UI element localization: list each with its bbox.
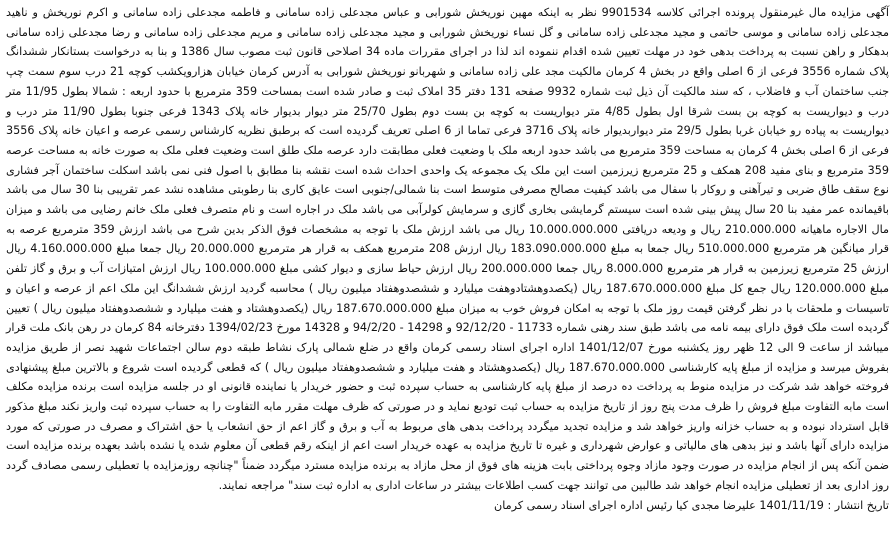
notice-body: آگهی مزایده مال غیرمنقول پرونده اجرائی کلاسه 9901534 نظر به اینکه مهین نوریخش شورابی و عباس مجدعلی زاده سامانی و فاطمه مجدعلی زاده سامانی و اکرم نوریخش و ناهید مجدعلی زاده سامانی و موسی حاتمی و مجید مجدعلی زاده سامانی و گل نساء نوریخش شورابی و مجید مجدعلی زاده سامانی و مریم مجدعلی زاده سامانی و رضا مجدعلی زاده سامانی بدهکار و راهن نسبت به پرداخت بدهی خود در مهلت تعیین شده اقدام ننموده اند لذا در اجرای مقررات ماده 34 اصلاحی قانون ثبت مصوب سال 1386 و بنا به درخواست بستانکار ششدانگ پلاک شماره 3556 فرعی از 6 اصلی واقع در بخش 4 کرمان مالکیت مجد علی زاده سامانی و شهربانو نوریخش شورابی به آدرس کرمان خیابان هزارویکشب کوچه 21 درب سوم سمت چپ جنب ساختمان آب و فاضلاب ، که سند مالکیت آن ذیل ثبت شماره 9932 صفحه 131 دفتر 35 املاک ثبت و صادر شده است بمساحت 359 مترمربع با حدود اربعه : شمالا بطول 11/95 متر درب و دیواریست به کوچه بن بست شرقا اول بطول 4/85 متر دیواریست به کوچه بن بست دوم بطول 25/70 متر دیوار بدیوار خانه پلاک 1343 فرعی جنوبا بطول 11/90 متر درب و دیواریست به پیاده رو خیابان غربا بطول 29/5 متر دیواربدیوار خانه پلاک 3716 فرعی تماما از 6 اصلی تعریف گردیده است که برطبق نظریه کارشناس رسمی عرصه و اعیان خانه پلاک 3556 فرعی از 6 اصلی بخش 4 کرمان به مساحت 359 مترمربع می باشد حدود اربعه ملک با وضعیت فعلی مطابقت دارد عرصه ملک طلق است وضعیت فعلی ملک به صورت خانه به مساحت عرصه 359 مترمربع و بنای مفید 208 همکف و 25 مترمربع زیرزمین است این ملک یک مجموعه یک واحدی احداث شده است نقشه بنا مطابق با اصول فنی نمی باشد اسکلت ساختمان آجر فشاری نوع سقف طاق ضربی و تیرآهنی و روکار با سفال می باشد کیفیت مصالح مصرفی متوسط است بنا شمالی/جنوبی است عایق کاری بنا رطوبتی مشاهده نشد عمر تقریبی بنا 30 سال می باشد باقیمانده عمر مفید بنا 20 سال پیش بینی شده است سیستم گرمایشی بخاری گازی و سرمایش کولرآبی می باشد ملک در اجاره است و نام متصرف فعلی ملک خانم رضایی می باشد و میزان مال الاجاره ماهیانه 210.000.000 ریال و ودیعه دریافتی 10.000.000.000 ریال می باشد ارزش ملک با توجه به مشخصات فوق الذکر بدین شرح می باشد ارزش 359 مترمربع عرصه به قرار میانگین هر مترمربع 510.000.000 ریال جمعا به مبلغ 183.090.000.000 ریال ارزش 208 مترمربع همکف به قرار هر مترمربع 20.000.000 ریال جمعا مبلغ 4.160.000.000 ریال ارزش 25 مترمربع زیرزمین به قرار هر مترمربع 8.000.000 ریال جمعا 200.000.000 ریال ارزش حیاط سازی و دیوار کشی مبلغ 100.000.000 ریال ارزش امتیازات آب و برق و گاز تلفن مبلغ 120.000.000 ریال جمع کل مبلغ 187.670.000.000 ریال (یکصدوهشتادوهفت میلیارد و ششصدوهفتاد میلیون ریال ) محاسبه گردید ارزش ششدانگ این ملک اعم از عرصه و اعیان و تاسیسات و ملحقات با در نظر گرفتن قیمت روز ملک با توجه به امکان فروش خوب به میزان مبلغ 187.670.000.000 ریال (یکصدوهشتاد و هفت میلیارد و ششصدوهفتاد میلیون ریال ) تعیین گردیده است ملک فوق دارای بیمه نامه می باشد طبق سند رهنی شماره 11733 - 92/12/20 و 14298 - 94/2/20 و 14328 مورخ 1394/02/23 دفترخانه 84 کرمان در رهن بانک ملت قرار میباشد از ساعت 9 الی 12 ظهر روز یکشنبه مورخ 1401/12/07 اداره اجرای اسناد رسمی کرمان واقع در ضلع شمالی پارک نشاط طبقه دوم سالن اجتماعات شهید نصر از طریق مزایده بفروش میرسد و مزایده از مبلغ پایه کارشناسی 187.670.000.000 ریال (یکصدوهشتاد و هفت میلیارد و ششصدوهفتاد میلیون ریال ) که قطعی گردیده است شروع و بالاترین مبلغ پیشنهادی فروخته خواهد شد شرکت در مزایده منوط به پرداخت ده درصد از مبلغ پایه کارشناسی به حساب سپرده ثبت و حضور خریدار یا نماینده قانونی او در جلسه مزایده است برنده مزایده مکلف است مابه التفاوت مبلغ فروش را ظرف مدت پنج روز از تاریخ مزایده به حساب ثبت تودیع نماید و در صورتی که ظرف مهلت مقرر مابه التفاوت را به حساب سپرده ثبت واریز نکند مبلغ مذکور قابل استرداد نبوده و به حساب خزانه واریز خواهد شد و مزایده تجدید میگردد پرداخت بدهی های مربوط به آب و برق و گاز اعم از حق انشعاب یا حق اشتراک و مصرف در صورتی که مورد مزایده دارای آنها باشد و نیز بدهی های مالیاتی و عوارض شهرداری و غیره تا تاریخ مزایده به عهده خریدار است اعم از اینکه رقم قطعی آن معلوم شده یا نشده باشد بعهده برنده مزایده است ضمن آنکه پس از انجام مزایده در صورت وجود مازاد وجوه پرداختی بابت هزینه های فوق از محل مازاد به برنده مزایده مسترد میگردد ضمناً "چنانچه روزمزایده با تعطیلی رسمی مصادف گردد روز اداری بعد از تعطیلی مزایده انجام خواهد شد طالبین می توانند جهت کسب اطلاعات بیشتر در ساعات اداری به اداره ثبت سند" مراجعه نمایند.	[6, 6, 890, 492]
notice-footer: تاریخ انتشار : 1401/11/19 علیرضا مجدی کیا رئیس اداره اجرای اسناد رسمی کرمان	[494, 498, 889, 512]
